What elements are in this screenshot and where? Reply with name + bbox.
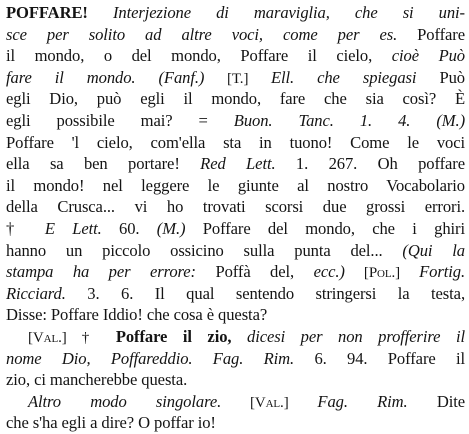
quote-text: il mondo! nel leggere le giunte al nostro Vocabolario [6, 175, 465, 195]
quote-text: hanno un piccolo ossicino sulla punta del... [6, 240, 403, 260]
source-tag: [T.] [204, 70, 271, 87]
definition-text: dicesi per non profferire il [231, 326, 465, 346]
quote-text: Dite [407, 391, 465, 411]
entry-line [6, 218, 465, 240]
note-text: Ell. che spiegasi [270, 67, 417, 87]
entry-line [6, 24, 465, 46]
entry-line [6, 348, 465, 370]
source-tag: [Pol.] [344, 265, 420, 282]
citation: Fag. Rim. [192, 348, 295, 368]
entry-line [6, 132, 465, 154]
example-text: il mondo, o del mondo, Poffare il cielo, [6, 46, 392, 66]
entry-line [6, 175, 465, 197]
citation: Red Lett. [200, 154, 276, 174]
quote-text: Poffare 'l cielo, com'ella sta in tuono! Come le voci [6, 132, 465, 152]
entry-line [6, 369, 465, 391]
source-tag: [Val.] † [28, 329, 116, 346]
quote-text: Disse: Poffare Iddio! che cosa è questa? [6, 305, 268, 325]
quote-text: 60. [101, 218, 157, 238]
quote-text: egli Dio, può egli il mondo, fare che sia così? È [6, 89, 465, 109]
note-text: (Qui la [402, 240, 465, 260]
citation: Ricciard. [6, 283, 66, 303]
subentry-headword: Poffare il zio, [115, 326, 232, 346]
entry-line [6, 391, 465, 413]
quote-text: zio, ci mancherebbe questa. [6, 370, 188, 390]
entry-line [6, 67, 465, 89]
citation: (M.) [156, 218, 186, 238]
citation: E Lett. [44, 218, 102, 238]
entry-line [6, 304, 465, 326]
quote-text: della Crusca... vi ho trovati scorsi due grossi errori. [6, 197, 465, 217]
definition-text: Interjezione di maraviglia, che si uni- [112, 3, 465, 22]
quote-text: Può [416, 67, 465, 87]
entry-line [6, 196, 465, 218]
citation: Buon. Tanc. 1. 4. (M.) [233, 110, 465, 130]
quote-text: 3. 6. Il qual sentendo stringersi la testa, [65, 283, 465, 303]
dagger-mark: † [6, 218, 45, 238]
gloss-text: fare il mondo. (Fanf.) [6, 67, 205, 87]
note-text: ecc.) [313, 262, 345, 282]
entry-line [6, 283, 465, 305]
headword: POFFARE! [6, 3, 88, 22]
quote-text: Poffà del, [195, 262, 314, 282]
gloss-text: cioè Può [391, 46, 465, 66]
quote-text: Poffare del mondo, che i ghiri [185, 218, 465, 238]
source-tag: [Val.] [221, 394, 318, 411]
citation: Fag. Rim. [317, 391, 408, 411]
definition-text: sce per solito ad altre voci, come per es. [6, 24, 398, 44]
quote-text: 6. 94. Poffare il [294, 348, 465, 368]
example-text: Poffare [397, 24, 465, 44]
entry-line [6, 110, 465, 132]
definition-text: nome Dio, Poffareddio. [6, 348, 193, 368]
entry-line [6, 2, 465, 24]
quote-text: che s'ha egli a dire? O poffar io! [6, 413, 216, 433]
entry-line [6, 88, 465, 110]
entry-line [6, 153, 465, 175]
entry-line [6, 45, 465, 67]
quote-text: 1. 267. Oh poffare [275, 154, 466, 174]
quote-text: ella sa ben portare! [6, 154, 201, 174]
note-text: stampa ha per errore: [6, 262, 196, 282]
entry-line [6, 326, 465, 348]
quote-text: egli possibile mai? = [6, 110, 234, 130]
citation: Fortig. [419, 262, 465, 282]
entry-line [6, 240, 465, 262]
definition-text: Altro modo singolare. [28, 391, 222, 411]
entry-line [6, 261, 465, 283]
